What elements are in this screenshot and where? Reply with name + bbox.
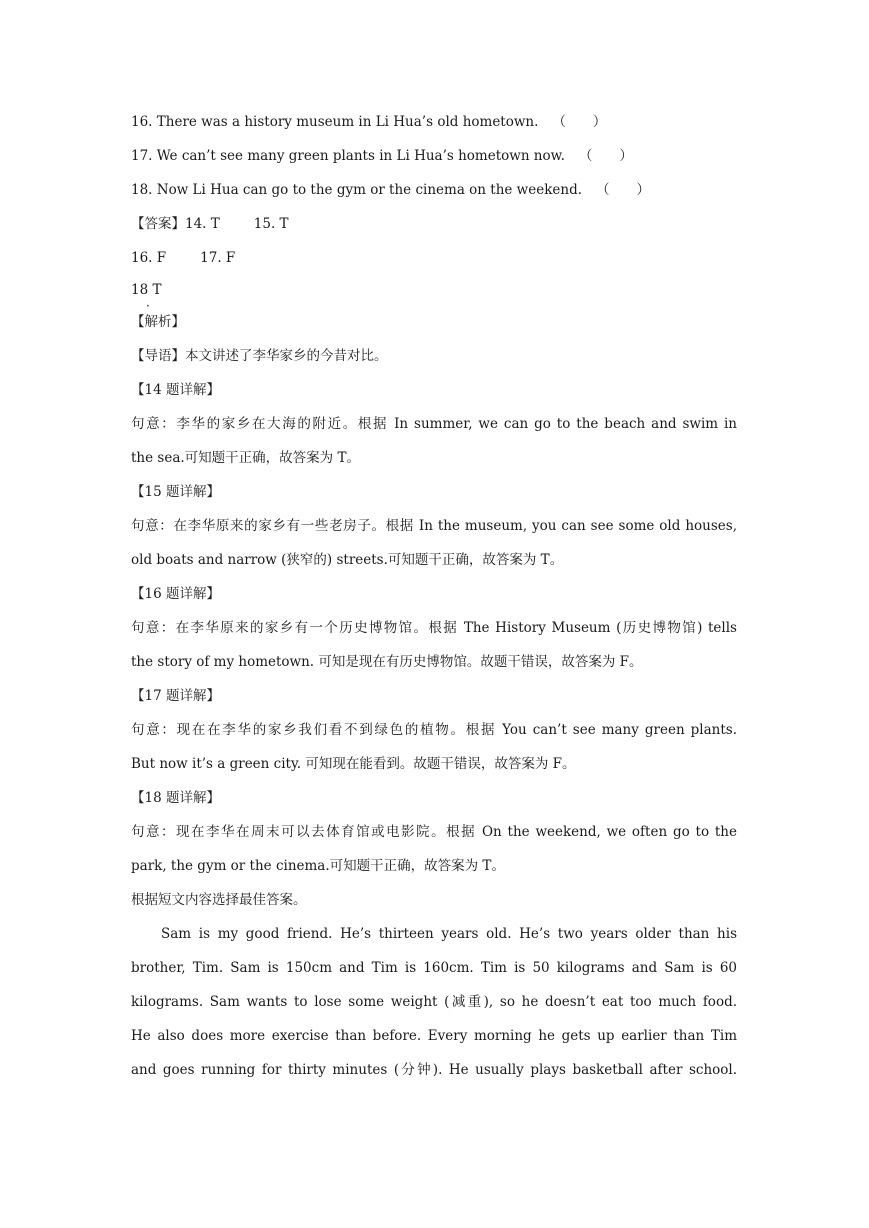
detail-17-line-2: But now it’s a green city. 可知现在能看到。故题干错误，故答案为 F。: [131, 756, 576, 772]
stray-dot: ·: [146, 299, 150, 313]
answer-line-2: [131, 244, 737, 278]
question-18: [131, 176, 737, 210]
answer-label: 【答案】: [131, 216, 185, 232]
passage-line-4: He also does more exercise than before. Every morning he gets up earlier than Tim: [131, 1028, 737, 1044]
answer-17: 17. F: [200, 250, 236, 266]
answer-15: 15. T: [253, 216, 289, 232]
analysis-heading: 【解析】: [131, 314, 185, 330]
detail-18-line-2: park, the gym or the cinema.可知题干正确，故答案为 T。: [131, 858, 505, 874]
answer-line-1: [131, 210, 737, 244]
detail-17-line-1: 句意：现在在李华的家乡我们看不到绿色的植物。根据 You can’t see many green plants.: [131, 722, 737, 738]
detail-16-line-2: the story of my hometown. 可知是现在有历史博物馆。故题干错误，故答案为 F。: [131, 654, 643, 670]
answer-line-3: [131, 278, 737, 313]
detail-14-line-2: the sea.可知题干正确，故答案为 T。: [131, 450, 360, 466]
answer-bracket: （ ）: [596, 182, 651, 198]
detail-16-line-1: 句意：在李华原来的家乡有一个历史博物馆。根据 The History Museum (历史博物馆) tells: [131, 620, 737, 636]
passage-line-1: Sam is my good friend. He’s thirteen years old. He’s two years older than his: [161, 926, 737, 942]
detail-heading-14: 【14 题详解】: [131, 382, 220, 398]
analysis-intro: 【导语】本文讲述了李华家乡的今昔对比。: [131, 348, 388, 364]
answer-bracket: （ ）: [552, 114, 607, 130]
answer-18: 18 T: [131, 282, 162, 298]
detail-18-line-1: 句意：现在李华在周末可以去体育馆或电影院。根据 On the weekend, we often go to the: [131, 824, 737, 840]
detail-heading-16: 【16 题详解】: [131, 586, 220, 602]
question-text: 18. Now Li Hua can go to the gym or the cinema on the weekend.: [131, 182, 583, 198]
question-text: 16. There was a history museum in Li Hua’s old hometown.: [131, 114, 539, 130]
question-text: 17. We can’t see many green plants in Li Hua’s hometown now.: [131, 148, 565, 164]
question-17: [131, 142, 737, 176]
detail-15-line-2: old boats and narrow (狭窄的) streets.可知题干正确，故答案为 T。: [131, 552, 564, 568]
detail-heading-17: 【17 题详解】: [131, 688, 220, 704]
detail-heading-15: 【15 题详解】: [131, 484, 220, 500]
detail-14-line-1: 句意：李华的家乡在大海的附近。根据 In summer, we can go to the beach and swim in: [131, 416, 737, 432]
document-page: [131, 108, 737, 1090]
answer-bracket: （ ）: [578, 148, 633, 164]
passage-line-3: kilograms. Sam wants to lose some weight (减重), so he doesn’t eat too much food.: [131, 994, 737, 1010]
passage-line-5: and goes running for thirty minutes (分钟). He usually plays basketball after school.: [131, 1062, 737, 1078]
passage-line-2: brother, Tim. Sam is 150cm and Tim is 160cm. Tim is 50 kilograms and Sam is 60: [131, 960, 737, 976]
section-instruction: 根据短文内容选择最佳答案。: [131, 892, 307, 908]
detail-15-line-1: 句意：在李华原来的家乡有一些老房子。根据 In the museum, you can see some old houses,: [131, 518, 737, 534]
answer-14: 14. T: [185, 216, 220, 232]
detail-heading-18: 【18 题详解】: [131, 790, 220, 806]
answer-16: 16. F: [131, 250, 167, 266]
question-16: [131, 108, 737, 142]
